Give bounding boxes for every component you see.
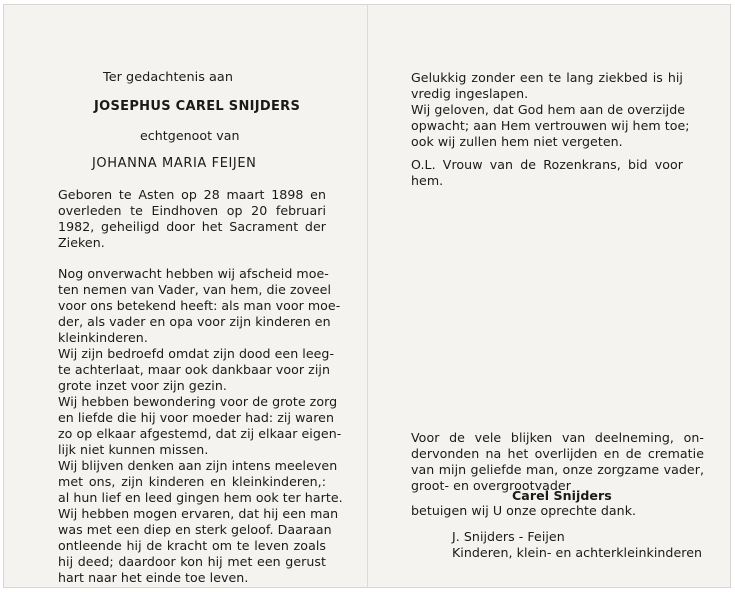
text-line: Wij geloven, dat God hem aan de overzijde [411, 102, 686, 117]
text-line: groot- en overgrootvader [411, 478, 571, 493]
text-line: al hun lief en leed gingen hem ook ter harte. [58, 490, 343, 505]
text-line: was met een diep en sterk geloof. Daaraan [58, 522, 332, 537]
text-line: O.L. Vrouw van de Rozenkrans, bid voor [411, 157, 683, 172]
tribute-paragraph [58, 266, 343, 586]
text-line: ook wij zullen hem niet vergeten. [411, 134, 623, 149]
text-line: hij deed; daardoor kon hij met een gerust [58, 554, 326, 569]
text-line: lijk niet kunnen missen. [58, 442, 209, 457]
text-line: overleden te Eindhoven op 20 februari [58, 203, 326, 218]
text-line: Gelukkig zonder een te lang ziekbed is hij [411, 70, 683, 85]
text-line: Nog onverwacht hebben wij afscheid moe- [58, 266, 329, 281]
peaceful-passing-paragraph [411, 70, 690, 150]
text-line: der, als vader en opa voor zijn kinderen en [58, 314, 331, 329]
card-fold-line [367, 4, 368, 588]
deceased-name: JOSEPHUS CAREL SNIJDERS [94, 99, 301, 114]
remembrance-heading: Ter gedachtenis aan [103, 70, 233, 85]
thanks-closing: betuigen wij U onze oprechte dank. [411, 503, 637, 518]
text-line: hem. [411, 173, 444, 188]
text-line: dervonden na het overlijden en de crematie [411, 446, 704, 461]
text-line: grote inzet voor zijn gezin. [58, 378, 227, 393]
text-line: te achterlaat, maar ook dankbaar voor zijn [58, 362, 330, 377]
text-line: zo op elkaar afgestemd, dat zij elkaar eigen- [58, 426, 342, 441]
text-line: ten nemen van Vader, van hem, die zoveel [58, 282, 332, 297]
birth-paragraph [58, 187, 326, 251]
text-line: Wij hebben bewondering voor de grote zorg [58, 394, 338, 409]
text-line: met ons, zijn kinderen en kleinkinderen,: [58, 474, 326, 489]
signature-widow: J. Snijders - Feijen [452, 529, 565, 544]
text-line: opwacht; aan Hem vertrouwen wij hem toe; [411, 118, 690, 133]
text-line: Voor de vele blijken van deelneming, on- [411, 430, 704, 445]
text-line: Geboren te Asten op 28 maart 1898 en [58, 187, 326, 202]
widow-husband-name: Carel Snijders [512, 488, 612, 503]
text-line: ontleende hij de kracht om te leven zoals [58, 538, 326, 553]
text-line: Wij zijn bedroefd omdat zijn dood een leeg- [58, 346, 335, 361]
spouse-intro: echtgenoot van [140, 128, 240, 143]
text-line: Wij blijven denken aan zijn intens meeleven [58, 458, 338, 473]
text-line: Wij hebben mogen ervaren, dat hij een man [58, 506, 339, 521]
text-line: Zieken. [58, 235, 105, 250]
text-line: van mijn geliefde man, onze zorgzame vader, [411, 462, 704, 477]
text-line: en liefde die hij voor moeder had: zij waren [58, 410, 334, 425]
thanks-paragraph [411, 430, 704, 494]
prayer-paragraph [411, 157, 683, 189]
text-line: kleinkinderen. [58, 330, 148, 345]
text-line: hart naar het einde toe leven. [58, 570, 249, 585]
text-line: 1982, geheiligd door het Sacrament der [58, 219, 326, 234]
text-line: voor ons betekend heeft: als man voor moe- [58, 298, 341, 313]
spouse-name: JOHANNA MARIA FEIJEN [92, 156, 257, 171]
signature-family: Kinderen, klein- en achterkleinkinderen [452, 545, 703, 560]
text-line: vredig ingeslapen. [411, 86, 529, 101]
